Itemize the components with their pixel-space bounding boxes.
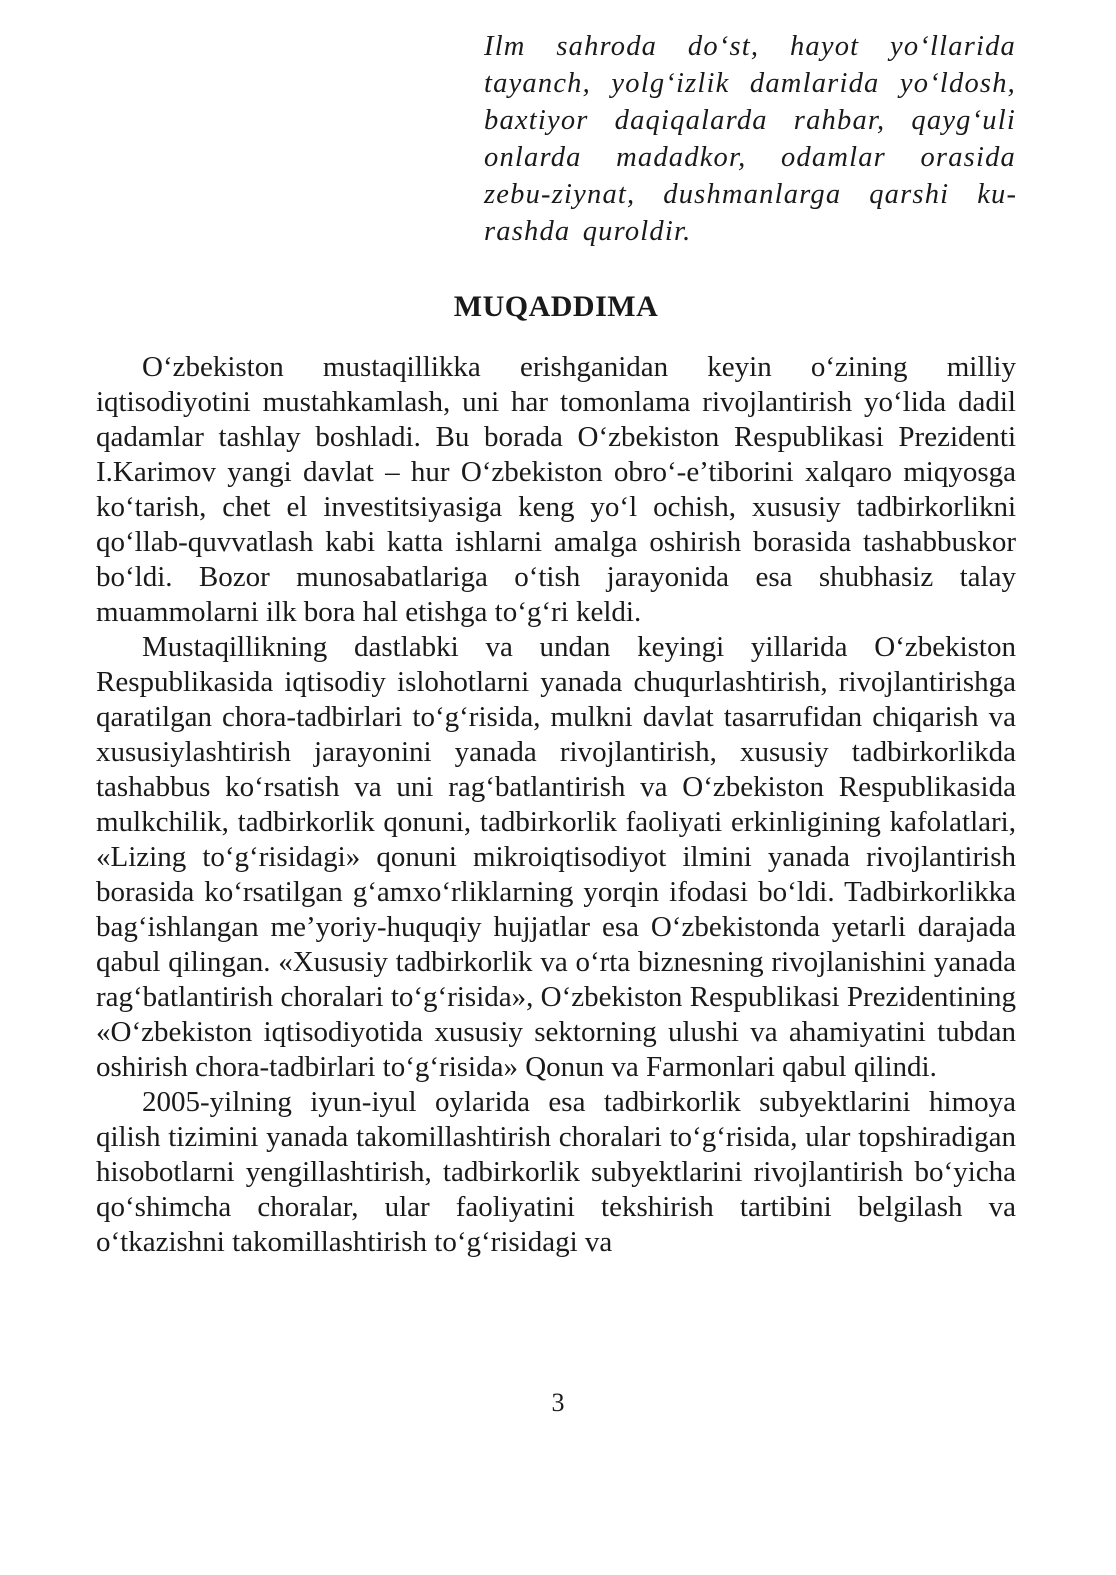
section-heading: MUQADDIMA — [453, 290, 659, 323]
paragraph-2: Mustaqillikning dastlabki va undan keyingi yillarida O‘zbekiston Respublikasida iqtisodiy islohotlarni yanada chuqurlashtirish, rivojlantirishga qaratilgan chora-tadbirlari to‘g‘risida, mulkni davlat tasarrufidan chiqarish va xususiylashtirish jarayonini yanada rivojlantirish, xususiy tadbirkorlikda tashabbus ko‘rsatish va uni rag‘batlantirish va O‘zbekiston Respublikasida mulkchilik, tadbirkorlik qonuni, tadbirkorlik faoliyati erkinligining kafolatlari, «Lizing to‘g‘risidagi» qonuni mikroiqtisodiyot ilmini yanada rivojlantirish borasida ko‘rsatilgan g‘amxo‘rliklarning yorqin ifodasi bo‘ldi. Tadbirkorlikka bag‘ishlangan me’yoriy-huquqiy hujjatlar esa O‘zbekistonda yetarli darajada qabul qilingan. «Xususiy tadbirkorlik va o‘rta biznesning rivojlanishini yanada rag‘batlantirish choralari to‘g‘risida», O‘zbekiston Respublikasi Prezidentining «O‘zbekiston iqtisodiyotida xususiy sektorning ulushi va ahamiyatini tubdan oshirish chora-tadbirlari to‘g‘risida» Qonun va Farmonlari qabul qilindi. — [96, 631, 1016, 1083]
page-number: 3 — [551, 1388, 565, 1417]
page-content — [96, 28, 1016, 1260]
paragraph-3: 2005-yilning iyun-iyul oylarida esa tadbirkorlik subyektlarini himoya qilish tizimini yanada takomillashtirish choralari to‘g‘risida, ular topshiradigan hisobotlarni yengillashtirish, tadbirkorlik subyektlarini rivojlantirish bo‘yicha qo‘shimcha choralar, ular faoliyatini tekshirish tartibini belgilash va o‘tkazishni takomillashtirish to‘g‘risidagi va — [96, 1086, 1016, 1258]
paragraph-1: O‘zbekiston mustaqillikka erishganidan keyin o‘zining milliy iqtisodiyotini mustahkamlash, uni har tomonlama rivojlantirish yo‘lida dadil qadamlar tashlay boshladi. Bu borada O‘zbekiston Respublikasi Prezidenti I.Karimov yangi davlat – hur O‘zbekiston obro‘-e’tiborini xalqaro miqyosga ko‘tarish, chet el investitsiyasiga keng yo‘l ochish, xususiy tadbirkorlikni qo‘llab-quvvatlash kabi katta ishlarni amalga oshirish borasida tashabbuskor bo‘ldi. Bozor munosabatlariga o‘tish jarayonida esa shubhasiz talay muammolarni ilk bora hal etishga to‘g‘ri keldi. — [96, 351, 1016, 628]
epigraph: Ilm sahroda do‘st, hayot yo‘llarida tayanch, yolg‘izlik damlarida yo‘ldosh, baxtiyor daqiqalarda rahbar, qayg‘uli onlarda madadkor, odamlar orasida zebu-ziynat, dushmanlarga qarshi kurashda quroldir. — [484, 31, 1016, 247]
